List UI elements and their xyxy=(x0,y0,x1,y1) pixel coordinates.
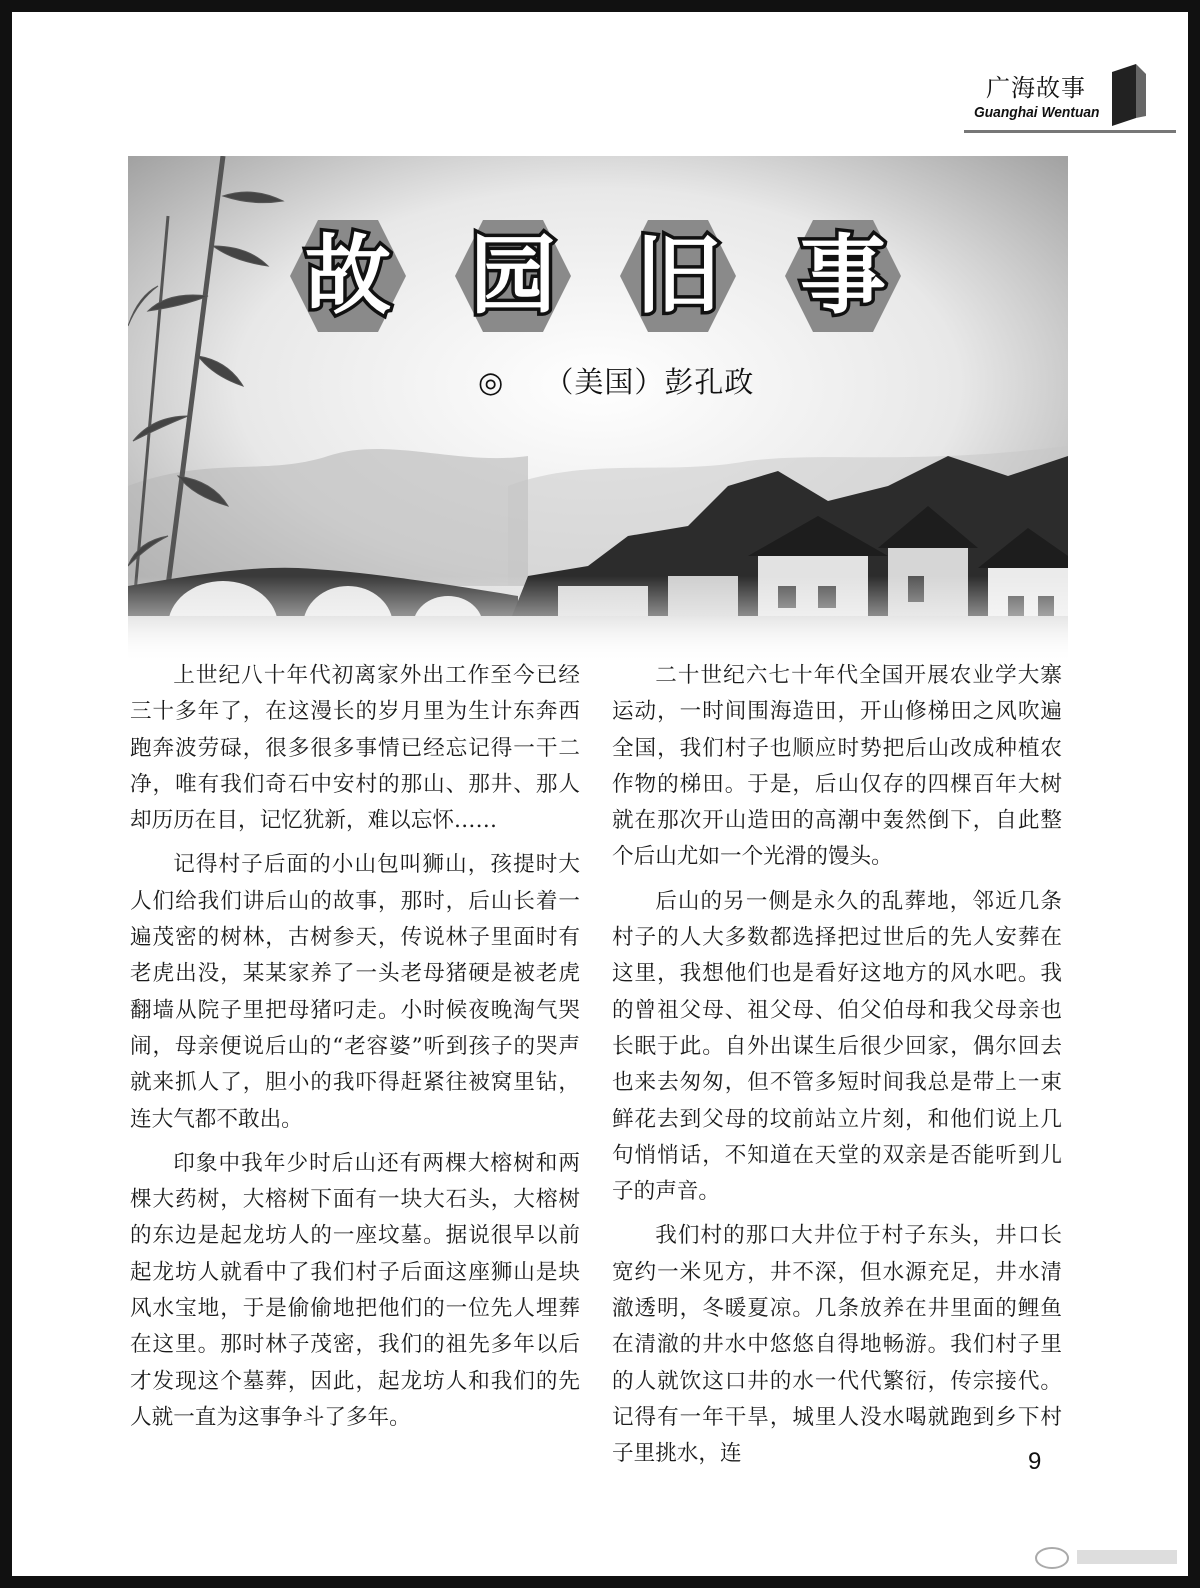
title-char: 故 xyxy=(305,226,391,326)
book-icon xyxy=(1112,64,1146,126)
magazine-page xyxy=(12,12,1188,1576)
paragraph: 印象中我年少时后山还有两棵大榕树和两棵大药树，大榕树下面有一块大石头，大榕树的东边是起龙坊人的一座坟墓。据说很早以前起龙坊人就看中了我们村子后面这座狮山是块风水宝地，于是偷偷地把他们的一位先人埋葬在这里。那时林子茂密，我们的祖先多年以后才发现这个墓葬，因此，起龙坊人和我们的先人就一直为这事争斗了多年。 xyxy=(130,1150,580,1430)
paragraph: 记得村子后面的小山包叫狮山，孩提时大人们给我们讲后山的故事，那时，后山长着一遍茂密的树林，古树参天，传说林子里面时有老虎出没，某某家养了一头老母猪硬是被老虎翻墙从院子里把母猪叼走。小时候夜晚淘气哭闹，母亲便说后山的“老容婆”听到孩子的哭声就来抓人了，胆小的我吓得赶紧往被窝里钻，连大气都不敢出。 xyxy=(130,852,580,1132)
paragraph: 上世纪八十年代初离家外出工作至今已经三十多年了，在这漫长的岁月里为生计东奔西跑奔波劳碌，很多很多事情已经忘记得一干二净，唯有我们奇石中安村的那山、那井、那人却历历在目，记忆犹新，难以忘怀…… xyxy=(130,663,580,834)
section-header xyxy=(876,64,1176,136)
left-column xyxy=(130,658,580,1436)
paragraph: 二十世纪六七十年代全国开展农业学大寨运动，一时间围海造田，开山修梯田之风吹遍全国，我们村子也顺应时势把后山改成种植农作物的梯田。于是，后山仅存的四棵百年大树就在那次开山造田的高潮中轰然倒下，自此整个后山尤如一个光滑的馒头。 xyxy=(612,663,1062,870)
title-char-tile xyxy=(618,216,738,336)
title-char: 事 xyxy=(800,226,886,326)
watermark-logo-icon xyxy=(1032,1542,1182,1572)
page-number: 9 xyxy=(1028,1448,1042,1475)
paragraph: 后山的另一侧是永久的乱葬地，邻近几条村子的人大多数都选择把过世后的先人安葬在这里，我想他们也是看好这地方的风水吧。我的曾祖父母、祖父母、伯父伯母和我父母亲也长眠于此。自外出谋生后很少回家，偶尔回去也来去匆匆，但不管多短时间我总是带上一束鲜花去到父母的坟前站立片刻，和他们说上几句悄悄话，不知道在天堂的双亲是否能听到儿子的声音。 xyxy=(612,888,1062,1205)
title-char: 园 xyxy=(470,226,556,326)
right-column xyxy=(612,658,1062,1473)
byline-mark: ◎ xyxy=(478,365,505,399)
title-char-tile xyxy=(783,216,903,336)
article-title xyxy=(288,216,908,336)
title-char-tile xyxy=(453,216,573,336)
section-subtitle: Guanghai Wentuan xyxy=(974,104,1100,121)
paragraph: 我们村的那口大井位于村子东头，井口长宽约一米见方，井不深，但水源充足，井水清澈透明，冬暖夏凉。几条放养在井里面的鲤鱼在清澈的井水中悠悠自得地畅游。我们村子里的人就饮这口井的水一代代繁衍，传宗接代。记得有一年干旱，城里人没水喝就跑到乡下村子里挑水，连 xyxy=(612,1223,1062,1467)
title-char-tile xyxy=(288,216,408,336)
byline xyxy=(478,360,754,401)
hero-illustration xyxy=(128,156,1068,664)
author: （美国）彭孔政 xyxy=(544,365,755,399)
header-rule xyxy=(964,130,1176,133)
title-char: 旧 xyxy=(635,226,721,326)
section-title: 广海故事 xyxy=(986,74,1086,102)
